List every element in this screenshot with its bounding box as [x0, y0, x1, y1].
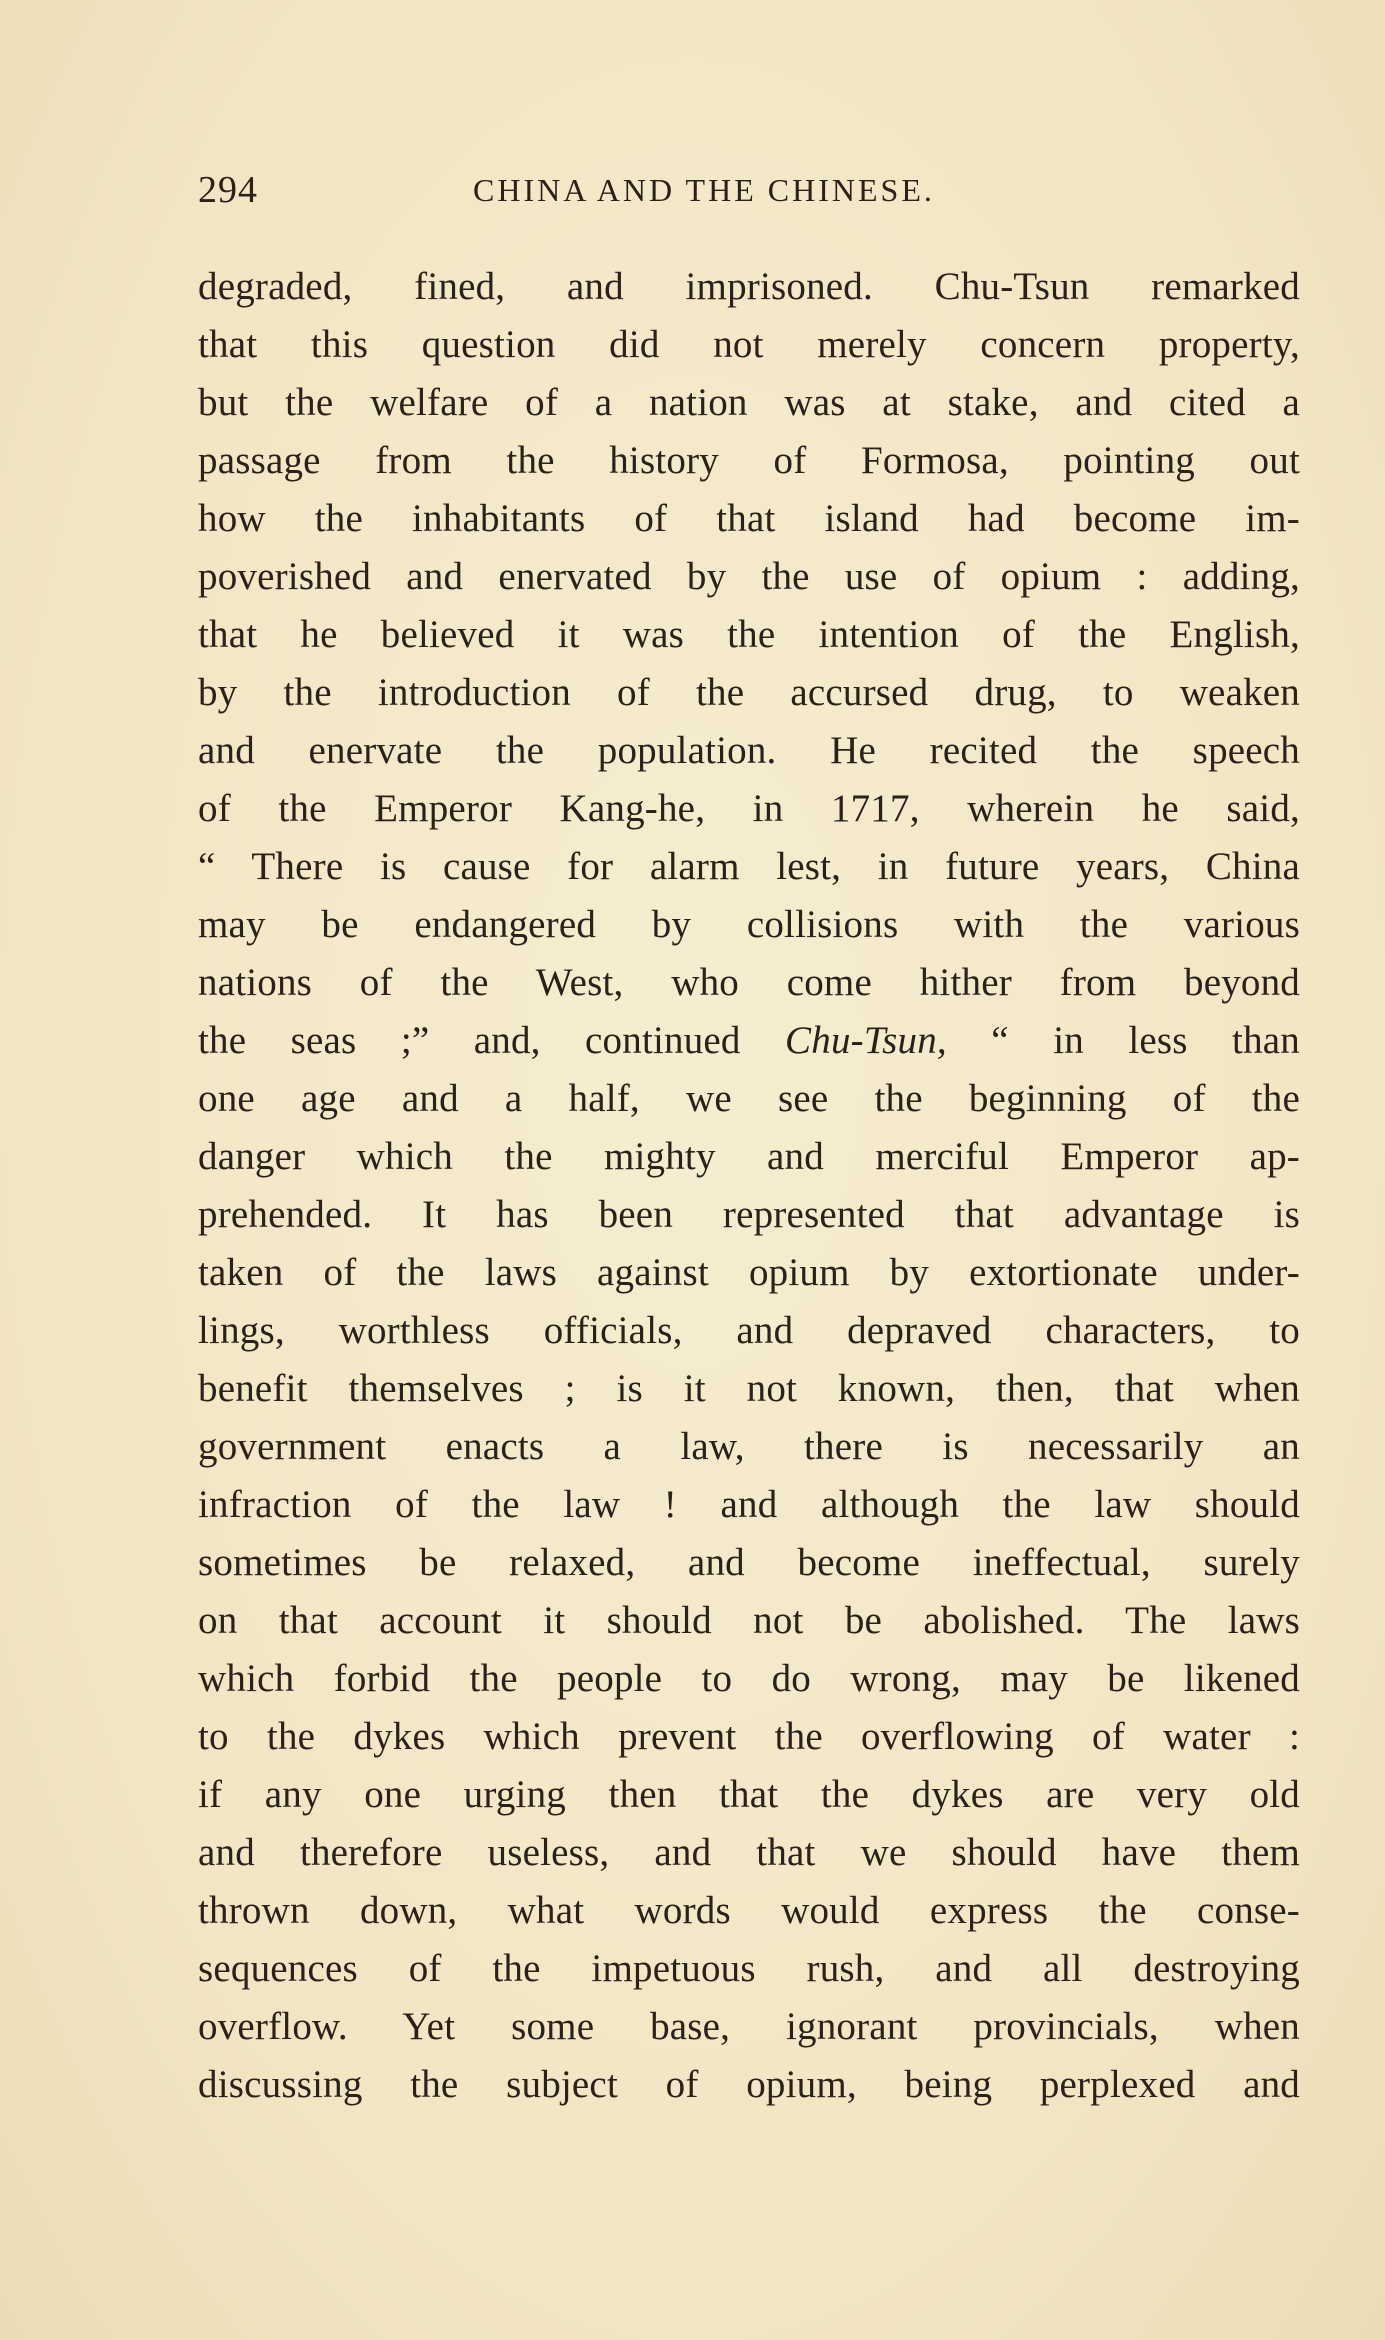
- text-line: of the Emperor Kang-he, in 1717, wherein he said,: [198, 787, 1300, 830]
- text-line: on that account it should not be abolished. The laws: [198, 1599, 1300, 1642]
- text-line: nations of the West, who come hither from beyond: [198, 961, 1300, 1004]
- text-line: that he believed it was the intention of the English,: [198, 613, 1300, 656]
- text-line: danger which the mighty and merciful Emperor ap-: [198, 1135, 1300, 1178]
- text-line: how the inhabitants of that island had become im-: [198, 497, 1300, 540]
- text-line: and enervate the population. He recited the speech: [198, 729, 1300, 772]
- text-line: degraded, fined, and imprisoned. Chu-Tsun remarked: [198, 265, 1300, 308]
- text-line: passage from the history of Formosa, pointing out: [198, 439, 1300, 482]
- text-line: “ There is cause for alarm lest, in future years, China: [198, 845, 1300, 888]
- text-line: sequences of the impetuous rush, and all destroying: [198, 1947, 1300, 1990]
- text-line: prehended. It has been represented that advantage is: [198, 1193, 1300, 1236]
- text-line: and therefore useless, and that we should have them: [198, 1831, 1300, 1874]
- text-segment: the seas ;” and, continued: [198, 1019, 741, 1062]
- text-line: poverished and enervated by the use of opium : adding,: [198, 555, 1300, 598]
- text-line: benefit themselves ; is it not known, then, that when: [198, 1367, 1300, 1410]
- text-line: one age and a half, we see the beginning of the: [198, 1077, 1300, 1120]
- text-line: if any one urging then that the dykes are very old: [198, 1773, 1300, 1816]
- text-line: may be endangered by collisions with the various: [198, 903, 1300, 946]
- text-line: overflow. Yet some base, ignorant provincials, when: [198, 2005, 1300, 2048]
- text-line: by the introduction of the accursed drug, to weaken: [198, 671, 1300, 714]
- italic-name: Chu-Tsun,: [785, 1019, 947, 1062]
- text-line: government enacts a law, there is necessarily an: [198, 1425, 1300, 1468]
- text-line: to the dykes which prevent the overflowing of water :: [198, 1715, 1300, 1758]
- text-line: that this question did not merely concern property,: [198, 323, 1300, 366]
- body-text: [198, 258, 1300, 2114]
- running-title: CHINA AND THE CHINESE.: [473, 172, 935, 208]
- text-line: but the welfare of a nation was at stake, and cited a: [198, 381, 1300, 424]
- page-header: [198, 168, 1300, 218]
- text-line: thrown down, what words would express the conse-: [198, 1889, 1300, 1932]
- text-line: discussing the subject of opium, being perplexed and: [198, 2063, 1300, 2106]
- text-line: which forbid the people to do wrong, may be likened: [198, 1657, 1300, 1700]
- text-segment: “ in less than: [991, 1019, 1300, 1062]
- page-number: 294: [198, 169, 258, 211]
- text-line-with-italic: [198, 1012, 1300, 1070]
- text-line: sometimes be relaxed, and become ineffectual, surely: [198, 1541, 1300, 1584]
- text-line: infraction of the law ! and although the law should: [198, 1483, 1300, 1526]
- text-line: lings, worthless officials, and depraved characters, to: [198, 1309, 1300, 1352]
- text-line: taken of the laws against opium by extortionate under-: [198, 1251, 1300, 1294]
